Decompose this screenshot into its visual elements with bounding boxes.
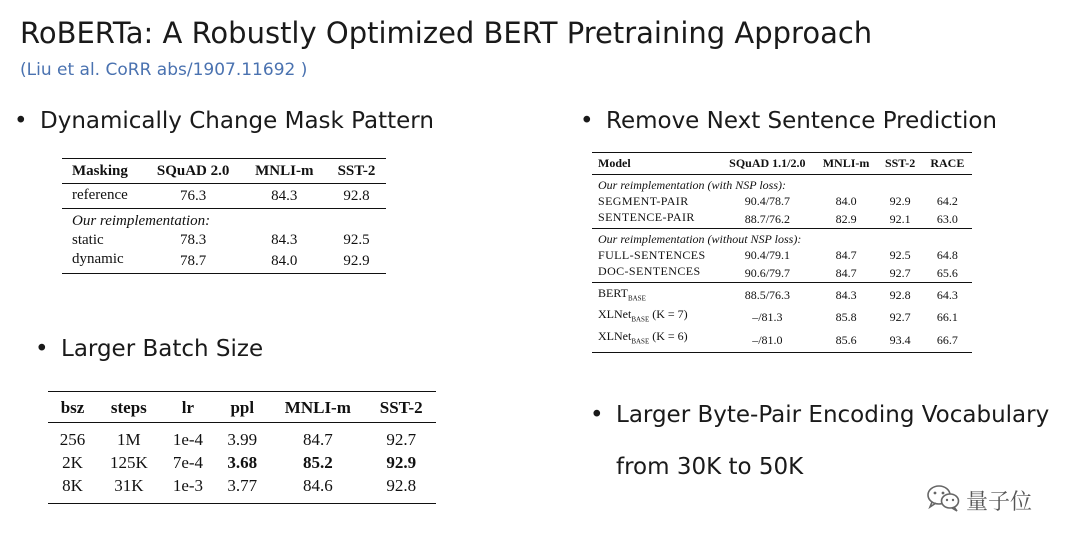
table-cell: 90.6/79.7 [744, 265, 791, 280]
table-cell: 92.1 [889, 211, 911, 226]
table-cell: 84.6 [302, 476, 333, 495]
table-row [592, 263, 972, 283]
table-header-row [62, 159, 386, 184]
table-cell: 84.7 [835, 248, 857, 262]
table-cell: 84.7 [835, 265, 857, 280]
watermark-text: 量子位 [966, 489, 1033, 515]
table-cell: 92.7 [889, 265, 911, 280]
table-cell: 1e-4 [172, 430, 204, 449]
table-cell: SENTENCE-PAIR [598, 210, 695, 224]
table-row [592, 306, 972, 327]
table-row [592, 193, 972, 209]
table-row [592, 209, 972, 229]
table-header: Model [592, 153, 720, 175]
table-cell: –/81.0 [720, 328, 815, 353]
table-cell: 66.1 [936, 310, 958, 325]
bullet-mask-label: Dynamically Change Mask Pattern [40, 108, 434, 134]
model-name: BERT [598, 286, 628, 300]
table-cell: 84.3 [271, 187, 298, 204]
table-cell: –/81.3 [752, 310, 783, 325]
model-k: (K = 7) [652, 307, 688, 322]
table-cell: 92.5 [343, 232, 370, 248]
table-cell [592, 283, 720, 307]
table-cell: 64.3 [923, 283, 972, 307]
table-cell: 2K [62, 453, 83, 472]
bullet-dot: • [14, 108, 28, 134]
table-group-label: Our reimplementation: [72, 213, 211, 229]
model-name: XLNet [598, 328, 632, 343]
table-header: SQuAD 1.1/2.0 [720, 153, 815, 175]
table-group-label: Our reimplementation (without NSP loss): [592, 229, 972, 248]
bullet-batch-label: Larger Batch Size [61, 336, 264, 362]
table-header: bsz [60, 398, 85, 417]
table-cell: 92.7 [386, 430, 417, 449]
citation: (Liu et al. CoRR abs/1907.11692 ) [20, 60, 308, 80]
table-cell: 92.9 [343, 253, 370, 269]
table-cell: 66.7 [923, 328, 972, 353]
table-header-row [48, 392, 436, 423]
table-header: ppl [230, 398, 255, 417]
bullet-dot: • [580, 108, 594, 134]
table-cell: 3.68 [227, 453, 258, 472]
nsp-table [592, 152, 972, 353]
table-cell: 31K [114, 476, 144, 495]
table-cell: 256 [59, 430, 86, 449]
table-header: SST-2 [379, 398, 423, 417]
bullet-bpe [590, 402, 1049, 428]
table-cell: dynamic [72, 251, 124, 267]
table-header: SQuAD 2.0 [156, 163, 230, 179]
table-row [592, 283, 972, 307]
table-header: MNLI-m [284, 398, 351, 417]
table-cell: 78.3 [180, 232, 207, 248]
model-subscript: BASE [627, 294, 646, 303]
table-cell: 3.99 [227, 430, 258, 449]
table-group-row [592, 229, 972, 248]
bullet-dot: • [590, 402, 604, 428]
table-cell: 84.3 [271, 232, 298, 248]
table-cell: 85.8 [835, 310, 857, 325]
table-header: SST-2 [337, 163, 376, 179]
table-cell: 88.5/76.3 [720, 283, 815, 307]
table-cell: 92.5 [889, 248, 911, 262]
table-header: MNLI-m [815, 153, 878, 175]
table-cell: 90.4/78.7 [744, 194, 791, 208]
table-cell: SEGMENT-PAIR [598, 194, 689, 208]
table-cell: 92.7 [889, 310, 911, 325]
table-cell: 8K [62, 476, 83, 495]
table-group-row [592, 175, 972, 194]
table-cell: 82.9 [835, 211, 857, 226]
table-header-row [592, 153, 972, 175]
table-header: Masking [72, 163, 128, 179]
table-row [62, 250, 386, 274]
table-cell: 92.9 [386, 453, 417, 472]
table-row [48, 474, 436, 504]
table-header: steps [110, 398, 147, 417]
table-cell: 125K [109, 453, 148, 472]
table-cell: 90.4/79.1 [744, 248, 791, 262]
bullet-dot: • [35, 336, 49, 362]
table-cell: 93.4 [877, 328, 922, 353]
table-cell: FULL-SENTENCES [598, 248, 706, 262]
table-cell: 84.3 [815, 283, 878, 307]
table-cell: 1e-3 [172, 476, 204, 495]
table-cell: 3.77 [227, 476, 258, 495]
table-cell: reference [72, 187, 128, 203]
table-cell: 92.8 [877, 283, 922, 307]
bullet-batch [35, 336, 263, 362]
bullet-nsp-label: Remove Next Sentence Prediction [606, 108, 997, 134]
batch-table [48, 391, 436, 504]
table-row [62, 184, 386, 209]
bullet-bpe-line2: from 30K to 50K [616, 454, 804, 480]
table-cell: 85.2 [302, 453, 333, 472]
table-cell: 92.8 [343, 187, 370, 204]
table-cell: 78.7 [180, 253, 207, 269]
bullet-nsp [580, 108, 997, 134]
table-cell: DOC-SENTENCES [598, 264, 701, 278]
table-cell: 76.3 [180, 187, 207, 204]
table-group-label: Our reimplementation (with NSP loss): [598, 178, 786, 192]
table-cell: 63.0 [936, 211, 958, 226]
bullet-bpe-label: Larger Byte-Pair Encoding Vocabulary [616, 402, 1050, 428]
mask-table [62, 158, 386, 274]
watermark [926, 484, 1032, 516]
slide-title: RoBERTa: A Robustly Optimized BERT Pretraining Approach [20, 16, 873, 50]
table-cell: 65.6 [936, 265, 958, 280]
table-row [48, 451, 436, 474]
table-cell: static [72, 232, 104, 248]
table-cell: 64.8 [936, 248, 958, 262]
bullet-mask [14, 108, 434, 134]
table-cell: 92.9 [889, 194, 911, 208]
model-subscript: BASE [631, 315, 650, 324]
table-cell: 88.7/76.2 [744, 211, 791, 226]
table-group-row [62, 209, 386, 232]
table-cell: 85.6 [815, 328, 878, 353]
wechat-icon [926, 484, 960, 516]
table-header: SST-2 [877, 153, 922, 175]
table-row [62, 231, 386, 250]
table-cell: 84.0 [835, 194, 857, 208]
table-header: MNLI-m [255, 163, 314, 179]
table-row [592, 247, 972, 263]
table-cell: 64.2 [936, 194, 958, 208]
table-cell [592, 328, 720, 353]
model-k: (K = 6) [652, 328, 688, 343]
table-cell: 84.0 [271, 253, 298, 269]
table-cell: 92.8 [386, 476, 417, 495]
table-row [592, 328, 972, 353]
table-row [48, 423, 436, 452]
table-cell: 1M [117, 430, 141, 449]
table-header: RACE [923, 153, 972, 175]
table-header: lr [181, 398, 195, 417]
model-name: XLNet [598, 307, 632, 322]
table-cell [592, 306, 720, 327]
table-cell: 7e-4 [172, 453, 204, 472]
model-subscript: BASE [631, 337, 650, 346]
table-cell: 84.7 [302, 430, 333, 449]
